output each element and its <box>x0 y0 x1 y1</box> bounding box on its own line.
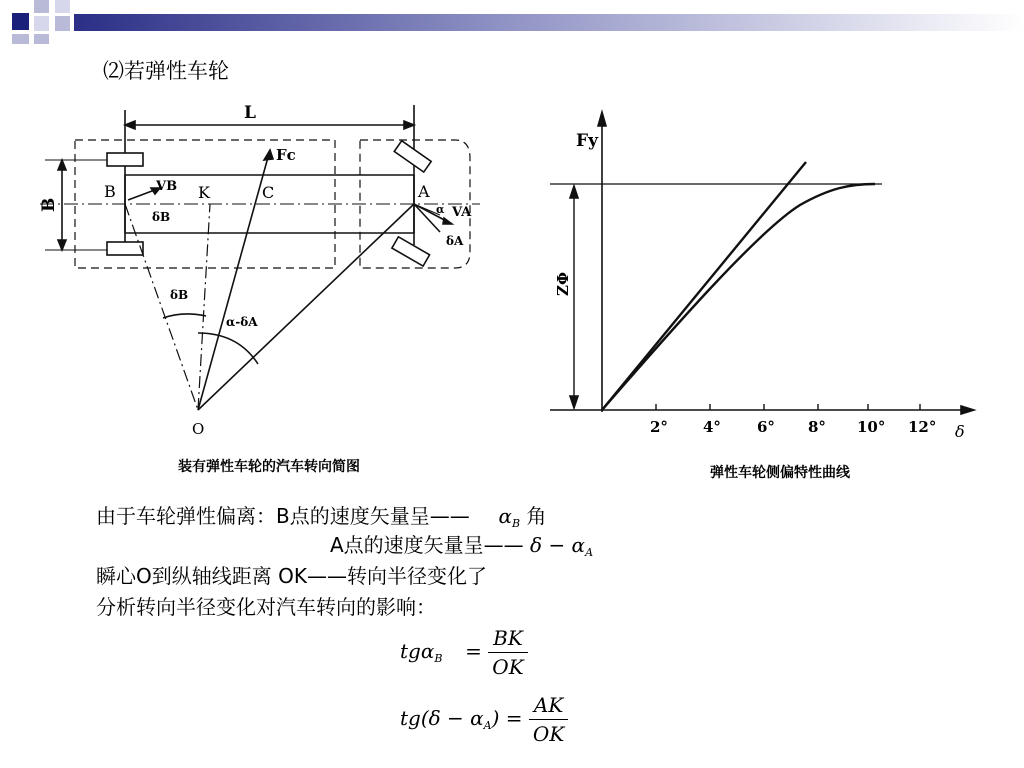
label-A-point: A <box>418 182 430 201</box>
label-deltaB-small: δB <box>152 210 171 224</box>
label-alpha-small: α <box>436 203 445 216</box>
formula-1-equals: = <box>465 639 482 663</box>
formula-1 <box>400 626 528 679</box>
label-L: L <box>244 103 256 123</box>
x-tick-8: 8° <box>808 418 826 436</box>
x-tick-12: 12° <box>908 418 937 436</box>
formula-2 <box>400 693 568 746</box>
left-figure-caption: 装有弹性车轮的汽车转向简图 <box>178 459 360 475</box>
text-line-2 <box>330 529 593 559</box>
x-tick-2: 2° <box>650 418 668 436</box>
vehicle-steering-diagram <box>40 105 480 410</box>
alpha-b-symbol: $\alpha_B$ <box>498 504 521 530</box>
label-B-dimension: B <box>39 197 59 212</box>
formula-1-fraction <box>488 626 527 679</box>
formula-2-equals: = <box>505 706 523 730</box>
z-phi-label: ZΦ <box>554 271 572 296</box>
formula-1-lhs: tgα$_B$ <box>400 639 443 665</box>
text-line-1-suffix: 角 <box>526 504 547 528</box>
text-line-3: 瞬心O到纵轴线距离 OK——转向半径变化了 <box>96 564 487 588</box>
formula-2-denominator: OK <box>532 722 565 746</box>
formula-1-numerator: BK <box>488 626 527 653</box>
slide-heading: ⑵若弹性车轮 <box>103 59 229 83</box>
label-VA: VA <box>452 205 472 220</box>
formula-2-numerator: AK <box>529 693 568 720</box>
x-axis-label: δ <box>955 422 965 441</box>
text-line-2-prefix: A点的速度矢量呈—— <box>330 533 524 557</box>
delta-minus-alpha-a-symbol: $\delta - \alpha_A$ <box>530 533 594 559</box>
label-C-point: C <box>262 183 275 202</box>
right-figure-caption: 弹性车轮侧偏特性曲线 <box>710 465 850 481</box>
x-tick-10: 10° <box>857 418 886 436</box>
x-tick-4: 4° <box>703 418 721 436</box>
text-line-1 <box>96 500 546 530</box>
label-deltaB-arc: δB <box>170 288 189 302</box>
label-alpha-minus-delta: α-δA <box>226 315 258 329</box>
x-tick-6: 6° <box>757 418 775 436</box>
label-Fc: Fc <box>276 146 296 164</box>
y-axis-label: Fy <box>576 131 598 151</box>
label-deltaA-small: δA <box>446 234 464 248</box>
label-K-point: K <box>198 183 210 202</box>
label-B-point: B <box>104 182 116 201</box>
formula-2-lhs: $tg(\delta - \alpha_A)$ <box>400 706 500 732</box>
cornering-characteristic-graph <box>550 112 974 414</box>
formula-1-denominator: OK <box>492 655 524 679</box>
text-line-1-prefix: 由于车轮弹性偏离：B点的速度矢量呈—— <box>96 504 470 528</box>
text-line-4: 分析转向半径变化对汽车转向的影响： <box>96 595 436 619</box>
formula-2-fraction <box>529 693 568 746</box>
label-VB: VB <box>156 179 178 194</box>
label-O-point: O <box>192 420 205 438</box>
